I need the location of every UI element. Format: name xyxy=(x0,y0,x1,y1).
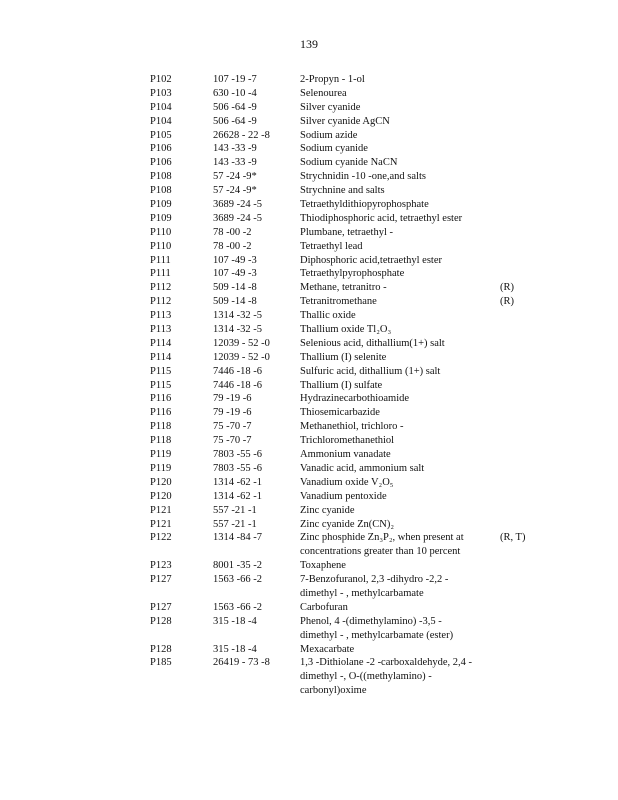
hazardous-waste-code: P127 xyxy=(150,574,172,586)
hazardous-waste-code: P113 xyxy=(150,324,172,336)
substance-name-line: Hydrazinecarbothioamide xyxy=(300,393,410,405)
hazardous-waste-code: P119 xyxy=(150,462,172,474)
substance-name xyxy=(300,434,394,448)
table-row xyxy=(0,601,618,615)
substance-name xyxy=(300,518,394,532)
table-row xyxy=(0,101,618,115)
cas-number: 3689 -24 -5 xyxy=(213,212,262,224)
cas-number: 26628 - 22 -8 xyxy=(213,129,270,141)
substance-name-line: Selenourea xyxy=(300,87,347,99)
table-row xyxy=(0,518,618,532)
cas-number: 7446 -18 -6 xyxy=(213,365,262,377)
substance-name xyxy=(300,101,360,115)
substance-name-line: Thallic oxide xyxy=(300,310,356,322)
substance-name xyxy=(300,406,380,420)
substance-name-line: Zinc cyanide xyxy=(300,504,355,516)
hazardous-waste-code: P128 xyxy=(150,615,172,627)
substance-name xyxy=(300,392,409,406)
substance-name xyxy=(300,87,347,101)
hazard-code: (R) xyxy=(500,282,514,294)
table-row xyxy=(0,490,618,504)
hazardous-waste-code: P116 xyxy=(150,393,172,405)
hazardous-waste-code: P121 xyxy=(150,518,172,530)
cas-number: 630 -10 -4 xyxy=(213,87,257,99)
hazardous-waste-code: P127 xyxy=(150,601,172,613)
substance-name-line: Thiodiphosphoric acid, tetraethyl ester xyxy=(300,212,463,224)
cas-number: 8001 -35 -2 xyxy=(213,560,262,572)
hazardous-waste-code: P123 xyxy=(150,560,172,572)
substance-name-line: Vanadic acid, ammonium salt xyxy=(300,462,425,474)
cas-number: 75 -70 -7 xyxy=(213,421,252,433)
substance-name-line: Trichloromethanethiol xyxy=(300,435,395,447)
substance-name-line: dimethyl -, O-((methylamino) - xyxy=(300,671,432,683)
table-row xyxy=(0,573,618,601)
substance-name xyxy=(300,142,368,156)
cas-number: 107 -49 -3 xyxy=(213,268,257,280)
table-row xyxy=(0,212,618,226)
hazardous-waste-code: P120 xyxy=(150,490,172,502)
substance-name-line: Plumbane, tetraethyl - xyxy=(300,226,394,238)
hazardous-waste-code: P116 xyxy=(150,407,172,419)
cas-number: 57 -24 -9* xyxy=(213,171,257,183)
cas-number: 557 -21 -1 xyxy=(213,504,257,516)
cas-number: 557 -21 -1 xyxy=(213,518,257,530)
table-row xyxy=(0,365,618,379)
table-row xyxy=(0,281,618,295)
cas-number: 12039 - 52 -0 xyxy=(213,337,270,349)
hazardous-waste-code: P102 xyxy=(150,74,172,85)
substance-name xyxy=(300,420,404,434)
substance-name xyxy=(300,254,442,268)
substance-name xyxy=(300,351,386,365)
substance-name-line: Vanadium oxide V₂O₅ xyxy=(300,476,394,488)
substance-name-line: Sodium cyanide NaCN xyxy=(300,157,398,169)
hazardous-waste-code: P110 xyxy=(150,240,172,252)
substance-name xyxy=(300,531,464,559)
substance-name xyxy=(300,129,357,143)
table-row xyxy=(0,531,618,559)
cas-number: 12039 - 52 -0 xyxy=(213,351,270,363)
substance-name-line: Zinc cyanide Zn(CN)₂ xyxy=(300,518,395,530)
substance-name-line: Sulfuric acid, dithallium (1+) salt xyxy=(300,365,441,377)
hazardous-waste-code: P112 xyxy=(150,296,172,308)
cas-number: 3689 -24 -5 xyxy=(213,199,262,211)
table-row xyxy=(0,142,618,156)
substance-name xyxy=(300,295,377,309)
substance-name-line: concentrations greater than 10 percent xyxy=(300,546,461,558)
substance-name xyxy=(300,73,365,87)
hazardous-waste-code: P113 xyxy=(150,310,172,322)
substance-name-line: Carbofuran xyxy=(300,601,348,613)
substance-name-line: Mexacarbate xyxy=(300,643,355,655)
table-row xyxy=(0,156,618,170)
cas-number: 78 -00 -2 xyxy=(213,226,252,238)
substance-name-line: Thallium (I) selenite xyxy=(300,351,387,363)
cas-number: 315 -18 -4 xyxy=(213,615,257,627)
substance-name-line: Toxaphene xyxy=(300,560,346,572)
cas-number: 7446 -18 -6 xyxy=(213,379,262,391)
hazardous-waste-code: P104 xyxy=(150,115,172,127)
table-row xyxy=(0,392,618,406)
substance-name xyxy=(300,198,429,212)
substance-name xyxy=(300,212,462,226)
substance-name-line: Thiosemicarbazide xyxy=(300,407,380,419)
cas-number: 7803 -55 -6 xyxy=(213,449,262,461)
table-row xyxy=(0,184,618,198)
table-row xyxy=(0,295,618,309)
substance-name-line: Tetranitromethane xyxy=(300,296,377,308)
table-row xyxy=(0,615,618,643)
table-row xyxy=(0,309,618,323)
hazardous-waste-code: P115 xyxy=(150,379,172,391)
table-row xyxy=(0,351,618,365)
substance-name-line: carbonyl)oxime xyxy=(300,685,367,697)
table-row xyxy=(0,462,618,476)
cas-number: 1314 -32 -5 xyxy=(213,310,262,322)
substance-name xyxy=(300,379,382,393)
table-row xyxy=(0,73,618,87)
table-row xyxy=(0,656,618,698)
substance-name xyxy=(300,115,390,129)
substance-name xyxy=(300,281,387,295)
substance-name-line: Selenious acid, dithallium(1+) salt xyxy=(300,337,445,349)
table-row xyxy=(0,254,618,268)
cas-number: 315 -18 -4 xyxy=(213,643,257,655)
hazardous-waste-code: P108 xyxy=(150,171,172,183)
cas-number: 509 -14 -8 xyxy=(213,296,257,308)
substance-name-line: Tetraethyldithiopyrophosphate xyxy=(300,199,429,211)
cas-number: 26419 - 73 -8 xyxy=(213,657,270,669)
cas-number: 506 -64 -9 xyxy=(213,101,257,113)
cas-number: 1314 -62 -1 xyxy=(213,476,262,488)
hazardous-waste-code: P109 xyxy=(150,212,172,224)
hazard-code: (R) xyxy=(500,296,514,308)
substance-name xyxy=(300,170,426,184)
substance-name xyxy=(300,156,397,170)
table-row xyxy=(0,115,618,129)
cas-number: 1314 -32 -5 xyxy=(213,324,262,336)
substance-name xyxy=(300,226,393,240)
cas-number: 506 -64 -9 xyxy=(213,115,257,127)
table-row xyxy=(0,406,618,420)
cas-number: 143 -33 -9 xyxy=(213,157,257,169)
substance-name xyxy=(300,490,387,504)
hazardous-waste-code: P105 xyxy=(150,129,172,141)
hazard-code: (R, T) xyxy=(500,532,526,544)
substance-name-line: Strychnine and salts xyxy=(300,185,385,197)
cas-number: 57 -24 -9* xyxy=(213,185,257,197)
substance-name-line: Ammonium vanadate xyxy=(300,449,391,461)
cas-number: 7803 -55 -6 xyxy=(213,462,262,474)
table-row xyxy=(0,448,618,462)
substance-name xyxy=(300,476,393,490)
cas-number: 509 -14 -8 xyxy=(213,282,257,294)
substance-name xyxy=(300,601,348,615)
substance-name-line: dimethyl - , methylcarbamate xyxy=(300,587,424,599)
hazardous-waste-code: P111 xyxy=(150,254,171,266)
substance-name xyxy=(300,462,424,476)
substance-name-line: 2-Propyn - 1-ol xyxy=(300,74,365,85)
cas-number: 107 -19 -7 xyxy=(213,74,257,85)
cas-number: 79 -19 -6 xyxy=(213,407,252,419)
substance-name-line: Thallium (I) sulfate xyxy=(300,379,383,391)
substance-name-line: Strychnidin -10 -one,and salts xyxy=(300,171,426,183)
substance-name-line: Sodium cyanide xyxy=(300,143,368,155)
cas-number: 78 -00 -2 xyxy=(213,240,252,252)
substance-name-line: Tetraethylpyrophosphate xyxy=(300,268,405,280)
table-row xyxy=(0,87,618,101)
cas-number: 1314 -62 -1 xyxy=(213,490,262,502)
substance-name xyxy=(300,240,363,254)
substance-name xyxy=(300,309,356,323)
table-row xyxy=(0,379,618,393)
substance-name-line: Sodium azide xyxy=(300,129,358,141)
hazardous-waste-code: P112 xyxy=(150,282,172,294)
hazardous-waste-code: P103 xyxy=(150,87,172,99)
substance-name-line: Phenol, 4 -(dimethylamino) -3,5 - xyxy=(300,615,442,627)
hazardous-waste-code: P115 xyxy=(150,365,172,377)
table-row xyxy=(0,420,618,434)
table-row xyxy=(0,559,618,573)
substance-name xyxy=(300,573,448,601)
substance-name-line: Silver cyanide AgCN xyxy=(300,115,390,127)
table-row xyxy=(0,504,618,518)
hazardous-waste-code: P120 xyxy=(150,476,172,488)
substance-name-line: Thallium oxide Tl₂O₃ xyxy=(300,324,392,336)
cas-number: 143 -33 -9 xyxy=(213,143,257,155)
table-row xyxy=(0,267,618,281)
cas-number: 1563 -66 -2 xyxy=(213,574,262,586)
substance-name-line: Zinc phosphide Zn₃P₂, when present at xyxy=(300,532,464,544)
table-row xyxy=(0,240,618,254)
substance-name-line: Vanadium pentoxide xyxy=(300,490,387,502)
substance-name-line: Silver cyanide xyxy=(300,101,361,113)
substance-name xyxy=(300,656,472,698)
table-row xyxy=(0,434,618,448)
table-row xyxy=(0,323,618,337)
page-number: 139 xyxy=(300,37,318,51)
substance-name xyxy=(300,559,346,573)
hazardous-waste-code: P114 xyxy=(150,337,172,349)
cas-number: 75 -70 -7 xyxy=(213,435,252,447)
hazardous-waste-code: P119 xyxy=(150,449,172,461)
cas-number: 79 -19 -6 xyxy=(213,393,252,405)
table-row xyxy=(0,170,618,184)
substance-name-line: Tetraethyl lead xyxy=(300,240,363,252)
substance-name xyxy=(300,365,440,379)
hazardous-waste-code: P122 xyxy=(150,532,172,544)
cas-number: 1314 -84 -7 xyxy=(213,532,262,544)
table-row xyxy=(0,337,618,351)
table-row xyxy=(0,198,618,212)
waste-code-table xyxy=(0,73,618,698)
hazardous-waste-code: P128 xyxy=(150,643,172,655)
substance-name-line: 7-Benzofuranol, 2,3 -dihydro -2,2 - xyxy=(300,574,449,586)
hazardous-waste-code: P121 xyxy=(150,504,172,516)
substance-name-line: Diphosphoric acid,tetraethyl ester xyxy=(300,254,442,266)
hazardous-waste-code: P110 xyxy=(150,226,172,238)
substance-name xyxy=(300,267,404,281)
hazardous-waste-code: P118 xyxy=(150,421,172,433)
hazardous-waste-code: P104 xyxy=(150,101,172,113)
hazardous-waste-code: P118 xyxy=(150,435,172,447)
hazardous-waste-code: P109 xyxy=(150,199,172,211)
hazardous-waste-code: P114 xyxy=(150,351,172,363)
substance-name-line: 1,3 -Dithiolane -2 -carboxaldehyde, 2,4 - xyxy=(300,657,473,669)
substance-name-line: dimethyl - , methylcarbamate (ester) xyxy=(300,629,454,641)
substance-name-line: Methane, tetranitro - xyxy=(300,282,387,294)
substance-name xyxy=(300,448,391,462)
substance-name xyxy=(300,323,391,337)
substance-name xyxy=(300,337,445,351)
cas-number: 107 -49 -3 xyxy=(213,254,257,266)
hazardous-waste-code: P106 xyxy=(150,157,172,169)
cas-number: 1563 -66 -2 xyxy=(213,601,262,613)
hazardous-waste-code: P111 xyxy=(150,268,171,280)
substance-name xyxy=(300,643,354,657)
substance-name xyxy=(300,615,453,643)
substance-name xyxy=(300,504,355,518)
substance-name-line: Methanethiol, trichloro - xyxy=(300,421,404,433)
table-row xyxy=(0,226,618,240)
table-row xyxy=(0,129,618,143)
hazardous-waste-code: P106 xyxy=(150,143,172,155)
substance-name xyxy=(300,184,385,198)
table-row xyxy=(0,476,618,490)
hazardous-waste-code: P185 xyxy=(150,657,172,669)
hazardous-waste-code: P108 xyxy=(150,185,172,197)
table-row xyxy=(0,643,618,657)
